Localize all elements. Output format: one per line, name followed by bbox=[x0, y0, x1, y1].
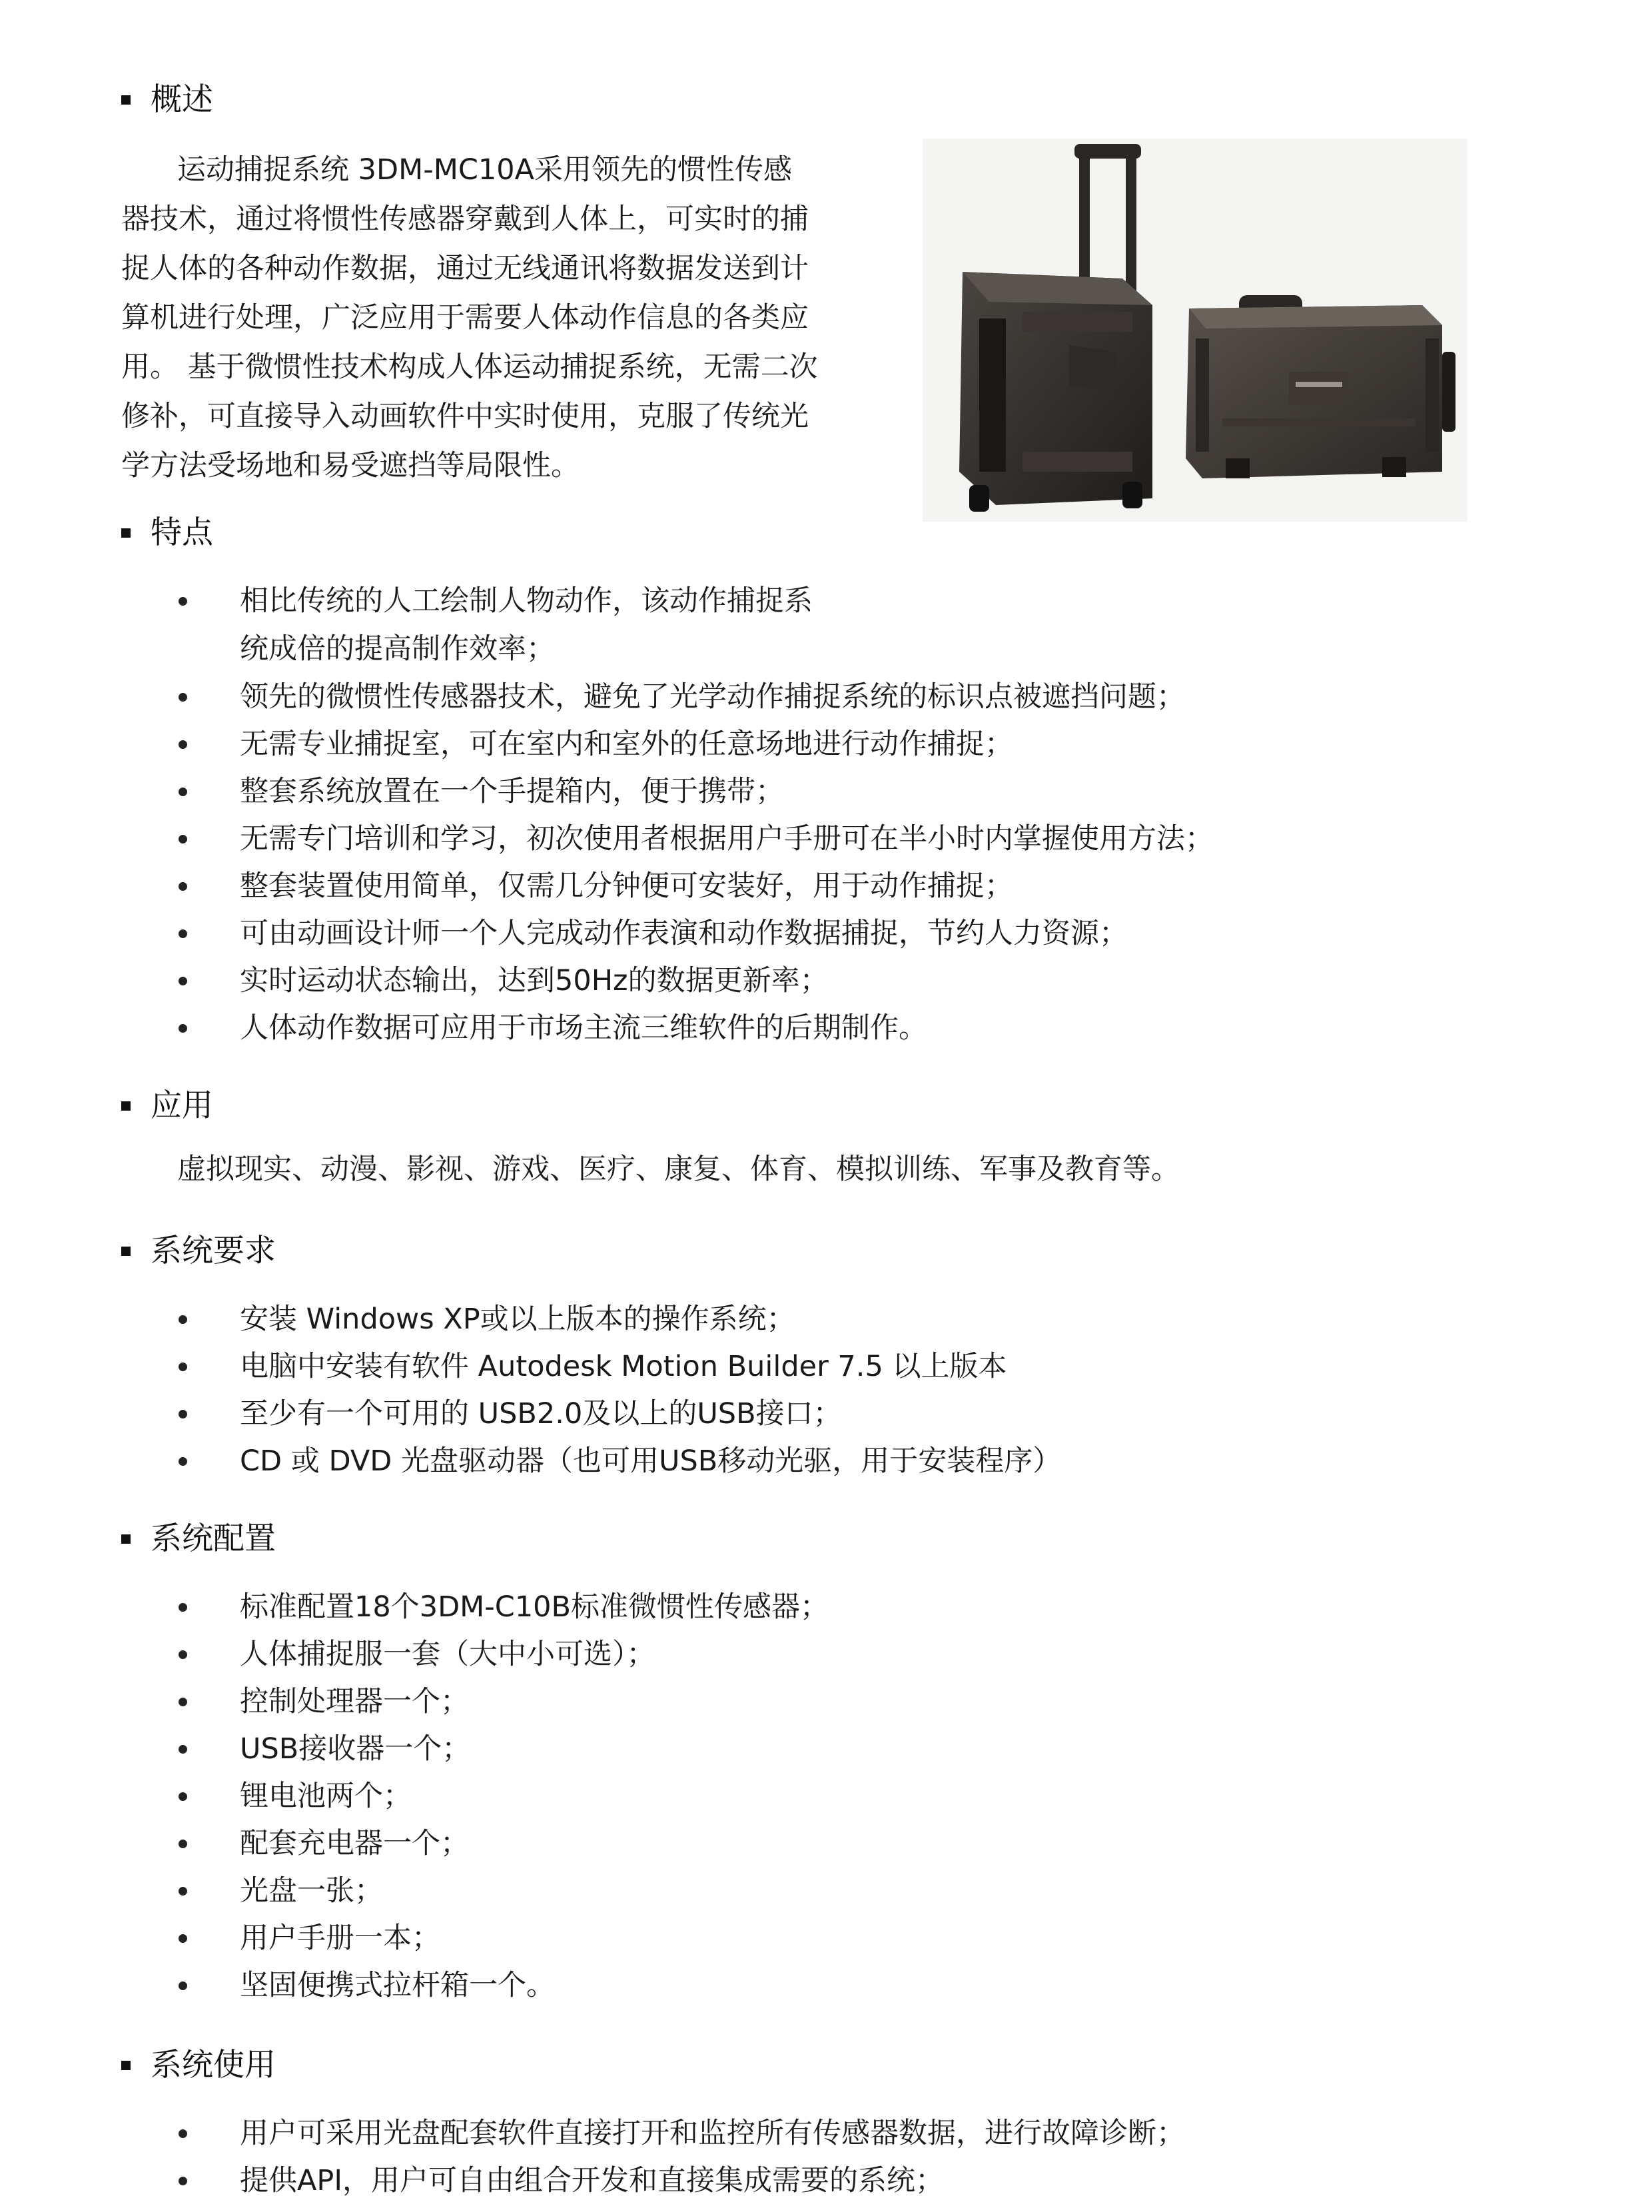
list-item-text: 相比传统的人工绘制人物动作，该动作捕捉系 bbox=[240, 584, 813, 618]
bullet-dot-icon bbox=[179, 1650, 187, 1659]
list-item-text: 无需专业捕捉室，可在室内和室外的任意场地进行动作捕捉； bbox=[240, 728, 1013, 761]
list-item-text: 人体捕捉服一套（大中小可选）； bbox=[240, 1638, 655, 1671]
list-item-text: 配套充电器一个； bbox=[240, 1827, 469, 1860]
section-title: 系统使用 bbox=[151, 2047, 276, 2083]
paragraph-line: 捉人体的各种动作数据，通过无线通讯将数据发送到计 bbox=[121, 252, 809, 285]
paragraph-line: 器技术，通过将惯性传感器穿戴到人体上，可实时的捕 bbox=[121, 203, 809, 236]
bullet-dot-icon bbox=[179, 835, 187, 843]
list-item-text: 领先的微惯性传感器技术，避免了光学动作捕捉系统的标识点被遮挡问题； bbox=[240, 680, 1185, 714]
section-title: 系统要求 bbox=[151, 1233, 276, 1269]
list-item-text: 实时运动状态输出，达到50Hz的数据更新率； bbox=[240, 964, 829, 997]
list-item-text: 电脑中安装有软件 Autodesk Motion Builder 7.5 以上版本 bbox=[240, 1350, 1007, 1383]
square-bullet-icon bbox=[121, 528, 131, 538]
bullet-dot-icon bbox=[179, 693, 187, 702]
section-title: 概述 bbox=[151, 81, 213, 118]
section-title: 系统配置 bbox=[151, 1520, 276, 1557]
square-bullet-icon bbox=[121, 95, 131, 105]
list-item-text: 标准配置18个3DM-C10B标准微惯性传感器； bbox=[240, 1590, 829, 1624]
overview-paragraph bbox=[121, 145, 818, 490]
bullet-dot-icon bbox=[179, 2177, 187, 2185]
bullet-dot-icon bbox=[179, 740, 187, 749]
section-heading-overview bbox=[121, 80, 213, 120]
bullet-dot-icon bbox=[179, 1840, 187, 1848]
section-heading-features bbox=[121, 513, 213, 553]
list-item-text: 可由动画设计师一个人完成动作表演和动作数据捕捉，节约人力资源； bbox=[240, 917, 1128, 950]
bullet-dot-icon bbox=[179, 1410, 187, 1418]
bullet-dot-icon bbox=[179, 1934, 187, 1943]
bullet-dot-icon bbox=[179, 1698, 187, 1706]
paragraph-line: 修补，可直接导入动画软件中实时使用，克服了传统光 bbox=[121, 400, 809, 433]
list-item-text: 锂电池两个； bbox=[240, 1780, 412, 1813]
list-item-text: USB接收器一个； bbox=[240, 1732, 471, 1766]
list-item-text: 用户可采用光盘配套软件直接打开和监控所有传感器数据，进行故障诊断； bbox=[240, 2117, 1185, 2150]
bullet-dot-icon bbox=[179, 1024, 187, 1033]
list-item-text: CD 或 DVD 光盘驱动器（也可用USB移动光驱，用于安装程序） bbox=[240, 1444, 1062, 1478]
list-item-text: 至少有一个可用的 USB2.0及以上的USB接口； bbox=[240, 1397, 842, 1430]
bullet-dot-icon bbox=[179, 788, 187, 796]
bullet-dot-icon bbox=[179, 1603, 187, 1612]
section-heading-usage bbox=[121, 2045, 276, 2085]
list-item-text: 统成倍的提高制作效率； bbox=[240, 632, 555, 666]
square-bullet-icon bbox=[121, 1247, 131, 1256]
bullet-dot-icon bbox=[179, 929, 187, 938]
section-heading-configuration bbox=[121, 1519, 276, 1559]
section-title: 应用 bbox=[151, 1087, 213, 1124]
bullet-dot-icon bbox=[179, 1315, 187, 1324]
paragraph-line: 运动捕捉系统 3DM-MC10A采用领先的惯性传感 bbox=[177, 153, 793, 187]
list-item-text: 无需专门培训和学习，初次使用者根据用户手册可在半小时内掌握使用方法； bbox=[240, 822, 1214, 855]
paragraph-line: 虚拟现实、动漫、影视、游戏、医疗、康复、体育、模拟训练、军事及教育等。 bbox=[177, 1153, 1180, 1186]
section-heading-applications bbox=[121, 1086, 213, 1126]
list-item-text: 提供API，用户可自由组合开发和直接集成需要的系统； bbox=[240, 2164, 945, 2197]
list-item-text: 控制处理器一个； bbox=[240, 1685, 469, 1718]
square-bullet-icon bbox=[121, 1101, 131, 1111]
bullet-dot-icon bbox=[179, 597, 187, 606]
paragraph-line: 算机进行处理，广泛应用于需要人体动作信息的各类应 bbox=[121, 301, 809, 334]
bullet-dot-icon bbox=[179, 882, 187, 891]
list-item-text: 坚固便携式拉杆箱一个。 bbox=[240, 1969, 555, 2002]
list-item-text: 用户手册一本； bbox=[240, 1922, 440, 1955]
bullet-dot-icon bbox=[179, 1363, 187, 1371]
paragraph-line: 学方法受场地和易受遮挡等局限性。 bbox=[121, 449, 580, 482]
bullet-dot-icon bbox=[179, 1887, 187, 1896]
bullet-dot-icon bbox=[179, 1981, 187, 1990]
square-bullet-icon bbox=[121, 1534, 131, 1544]
paragraph-line: 用。 基于微惯性技术构成人体运动捕捉系统，无需二次 bbox=[121, 350, 818, 384]
list-item-text: 整套系统放置在一个手提箱内，便于携带； bbox=[240, 775, 784, 808]
list-item-text: 安装 Windows XP或以上版本的操作系统； bbox=[240, 1303, 795, 1336]
list-item-text: 整套装置使用简单，仅需几分钟便可安装好，用于动作捕捉； bbox=[240, 869, 1013, 903]
applications-paragraph bbox=[177, 1145, 1180, 1194]
product-photo bbox=[923, 139, 1467, 522]
bullet-dot-icon bbox=[179, 977, 187, 985]
section-heading-requirements bbox=[121, 1231, 276, 1271]
section-title: 特点 bbox=[151, 514, 213, 551]
list-item-text: 光盘一张； bbox=[240, 1874, 383, 1908]
square-bullet-icon bbox=[121, 2061, 131, 2070]
bullet-dot-icon bbox=[179, 1457, 187, 1466]
bullet-dot-icon bbox=[179, 1792, 187, 1801]
bullet-dot-icon bbox=[179, 2129, 187, 2138]
list-item-text: 人体动作数据可应用于市场主流三维软件的后期制作。 bbox=[240, 1011, 927, 1045]
bullet-dot-icon bbox=[179, 1745, 187, 1754]
